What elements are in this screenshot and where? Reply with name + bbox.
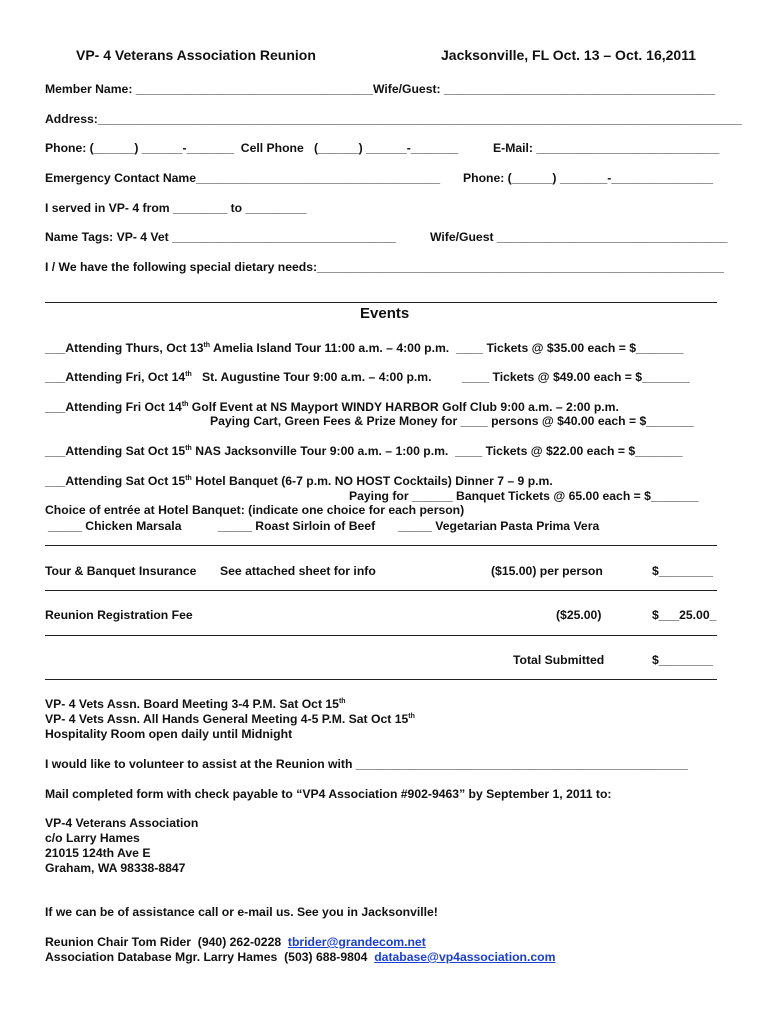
event-fri-st-augustine[interactable]: ___Attending Fri, Oct 14th St. Augustine Tour 9:00 a.m. – 4:00 p.m. ____ Tickets @ $49.00 each = $_______ bbox=[45, 370, 690, 384]
page-title: VP- 4 Veterans Association Reunion bbox=[76, 47, 316, 63]
dietary-needs-field[interactable]: I / We have the following special dietary needs:____________________________________________________________ bbox=[45, 260, 724, 274]
mail-address-line: 21015 124th Ave E bbox=[45, 846, 151, 860]
assistance-note: If we can be of assistance call or e-mail us. See you in Jacksonville! bbox=[45, 905, 438, 919]
served-field[interactable]: I served in VP- 4 from ________ to _________ bbox=[45, 201, 307, 215]
insurance-label: Tour & Banquet Insurance bbox=[45, 564, 197, 578]
registration-fee-amount[interactable]: $___25.00_ bbox=[652, 608, 717, 622]
name-tag-vet-field[interactable]: Name Tags: VP- 4 Vet _________________________________ bbox=[45, 230, 396, 244]
insurance-amount-field[interactable]: $________ bbox=[652, 564, 714, 578]
entree-chicken-option[interactable]: _____ Chicken Marsala bbox=[48, 519, 182, 533]
reunion-chair-contact: Reunion Chair Tom Rider (940) 262-0228 tbrider@grandecom.net bbox=[45, 935, 426, 949]
address-field[interactable]: Address:_______________________________________________________________________________________________ bbox=[45, 112, 742, 126]
mail-address-line: VP-4 Veterans Association bbox=[45, 816, 199, 830]
emergency-phone-field[interactable]: Phone: (______) _______-_______________ bbox=[463, 171, 714, 185]
divider bbox=[45, 679, 717, 680]
board-meeting-info: VP- 4 Vets Assn. Board Meeting 3-4 P.M. Sat Oct 15th bbox=[45, 697, 346, 711]
event-fri-golf[interactable]: ___Attending Fri Oct 14th Golf Event at NS Mayport WINDY HARBOR Golf Club 9:00 a.m. – 2:00 p.m. bbox=[45, 400, 619, 414]
divider bbox=[45, 545, 717, 546]
golf-payment-line[interactable]: Paying Cart, Green Fees & Prize Money for ____ persons @ $40.00 each = $_______ bbox=[210, 414, 694, 428]
database-manager-contact: Association Database Mgr. Larry Hames (503) 688-9804 database@vp4association.com bbox=[45, 950, 556, 964]
entree-vegetarian-option[interactable]: _____ Vegetarian Pasta Prima Vera bbox=[398, 519, 600, 533]
database-email-link[interactable]: database@vp4association.com bbox=[374, 950, 556, 964]
phone-field[interactable]: Phone: (______) ______-_______ Cell Phone (______) ______-_______ bbox=[45, 141, 459, 155]
general-meeting-info: VP- 4 Vets Assn. All Hands General Meeting 4-5 P.M. Sat Oct 15th bbox=[45, 712, 415, 726]
events-heading: Events bbox=[360, 305, 410, 322]
entree-choice-label: Choice of entrée at Hotel Banquet: (indicate one choice for each person) bbox=[45, 503, 465, 517]
total-submitted-label: Total Submitted bbox=[513, 653, 605, 667]
banquet-payment-line[interactable]: Paying for ______ Banquet Tickets @ 65.00 each = $_______ bbox=[349, 489, 699, 503]
mail-address-line: c/o Larry Hames bbox=[45, 831, 140, 845]
divider bbox=[45, 590, 717, 591]
registration-fee-label: Reunion Registration Fee bbox=[45, 608, 193, 622]
location-dates: Jacksonville, FL Oct. 13 – Oct. 16,2011 bbox=[441, 47, 697, 63]
total-submitted-field[interactable]: $________ bbox=[652, 653, 714, 667]
event-sat-nas-jacksonville[interactable]: ___Attending Sat Oct 15th NAS Jacksonville Tour 9:00 a.m. – 1:00 p.m. ____ Tickets @ $22.00 each = $_______ bbox=[45, 444, 683, 458]
hospitality-room-info: Hospitality Room open daily until Midnight bbox=[45, 727, 293, 741]
divider bbox=[45, 302, 717, 303]
emergency-contact-field[interactable]: Emergency Contact Name____________________________________ bbox=[45, 171, 441, 185]
mail-address-line: Graham, WA 98338-8847 bbox=[45, 861, 186, 875]
event-thu-amelia-island[interactable]: ___Attending Thurs, Oct 13th Amelia Island Tour 11:00 a.m. – 4:00 p.m. ____ Tickets @ $35.00 each = $_______ bbox=[45, 341, 684, 355]
entree-beef-option[interactable]: _____ Roast Sirloin of Beef bbox=[218, 519, 376, 533]
chair-email-link[interactable]: tbrider@grandecom.net bbox=[287, 935, 426, 949]
registration-fee-price: ($25.00) bbox=[556, 608, 602, 622]
volunteer-field[interactable]: I would like to volunteer to assist at the Reunion with _________________________________________________ bbox=[45, 757, 688, 771]
email-field[interactable]: E-Mail: ___________________________ bbox=[493, 141, 720, 155]
insurance-price: ($15.00) per person bbox=[491, 564, 603, 578]
divider bbox=[45, 635, 717, 636]
member-name-field[interactable]: Member Name: ___________________________________Wife/Guest: ________________________________________ bbox=[45, 82, 716, 96]
mail-instructions: Mail completed form with check payable to “VP4 Association #902-9463” by September 1, 2011 to: bbox=[45, 787, 612, 801]
insurance-note: See attached sheet for info bbox=[220, 564, 376, 578]
event-sat-banquet[interactable]: ___Attending Sat Oct 15th Hotel Banquet (6-7 p.m. NO HOST Cocktails) Dinner 7 – 9 p.m. bbox=[45, 474, 553, 488]
name-tag-guest-field[interactable]: Wife/Guest __________________________________ bbox=[430, 230, 728, 244]
